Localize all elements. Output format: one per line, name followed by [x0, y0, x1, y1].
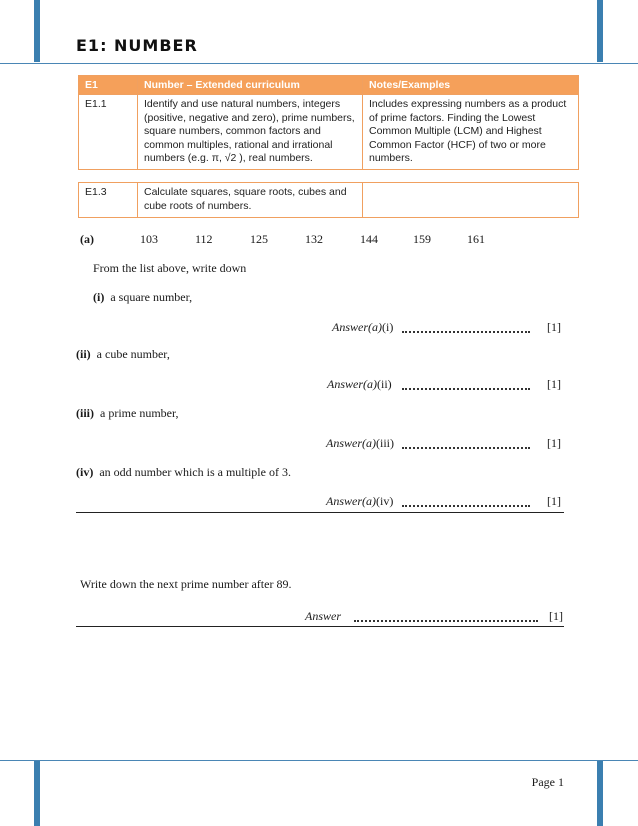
syllabus-row1-text: Identify and use natural numbers, integers (positive, negative and zero), prime numbers, square numbers, common factors and common multiples, rational and irrational numbers (e.g. π, √2 ), real numbers.: [138, 95, 363, 170]
number-161: 161: [467, 232, 485, 246]
syllabus-table-2: [78, 182, 579, 218]
syllabus-row2-notes: [363, 183, 579, 218]
page-number: Page 1: [531, 775, 564, 789]
part-iv-number: (iv): [76, 465, 94, 479]
part-iii-answer-line[interactable]: [402, 447, 530, 449]
part-ii-answer-word: Answer(a): [327, 377, 377, 391]
section-divider-a: [76, 512, 564, 513]
part-ii-answer-line[interactable]: [402, 388, 530, 390]
part-iii-text: a prime number,: [100, 406, 179, 420]
part-iv-answer-label: [326, 494, 393, 509]
part-ii-marks: [1]: [547, 377, 561, 391]
part-iii-answer-part: (iii): [376, 436, 394, 450]
section-divider-b: [76, 626, 564, 627]
question-b-answer-line[interactable]: [354, 620, 538, 622]
syllabus-row2-code: E1.3: [79, 183, 138, 218]
syllabus-header-notes: Notes/Examples: [363, 76, 579, 95]
part-ii-answer-label: [327, 377, 392, 392]
part-iv-answer-line[interactable]: [402, 505, 530, 507]
syllabus-header-topic: Number – Extended curriculum: [138, 76, 363, 95]
part-i-question: [93, 290, 192, 305]
syllabus-row1-notes: Includes expressing numbers as a product of prime factors. Finding the Lowest Common Multiple (LCM) and Highest Common Factor (HCF) of two or more numbers.: [363, 95, 579, 170]
syllabus-row1-code: E1.1: [79, 95, 138, 170]
part-iv-question: [76, 465, 291, 480]
syllabus-table: [78, 75, 579, 170]
number-125: 125: [250, 232, 268, 246]
part-i-text: a square number,: [110, 290, 193, 304]
number-159: 159: [413, 232, 431, 246]
number-132: 132: [305, 232, 323, 246]
part-ii-question: [76, 347, 170, 362]
question-a-label: (a): [80, 232, 94, 246]
right-bottom-bar: [597, 760, 603, 826]
question-b-answer-label: Answer: [305, 609, 341, 623]
part-i-answer-line[interactable]: [402, 331, 530, 333]
question-b-text: Write down the next prime number after 89.: [80, 577, 292, 591]
number-112: 112: [195, 232, 213, 246]
footer-rule: [0, 760, 638, 761]
syllabus-row2-text: Calculate squares, square roots, cubes and cube roots of numbers.: [138, 183, 363, 218]
part-i-number: (i): [93, 290, 105, 304]
part-iv-text: an odd number which is a multiple of 3.: [99, 465, 291, 479]
part-i-answer-label: [332, 320, 393, 335]
page-title: E1: NUMBER: [76, 36, 198, 55]
part-i-answer-part: (i): [382, 320, 394, 334]
part-ii-number: (ii): [76, 347, 91, 361]
part-iii-answer-word: Answer(a): [326, 436, 376, 450]
left-bottom-bar: [34, 760, 40, 826]
part-iii-question: [76, 406, 179, 421]
part-iv-answer-part: (iv): [376, 494, 394, 508]
syllabus-header-code: E1: [79, 76, 138, 95]
part-i-marks: [1]: [547, 320, 561, 334]
part-iii-number: (iii): [76, 406, 94, 420]
part-i-answer-word: Answer(a): [332, 320, 382, 334]
left-top-bar: [34, 0, 40, 62]
number-144: 144: [360, 232, 378, 246]
part-ii-answer-part: (ii): [377, 377, 392, 391]
part-iii-answer-label: [326, 436, 394, 451]
right-top-bar: [597, 0, 603, 62]
question-a-instruction: From the list above, write down: [93, 261, 247, 275]
part-ii-text: a cube number,: [96, 347, 170, 361]
part-iii-marks: [1]: [547, 436, 561, 450]
part-iv-answer-word: Answer(a): [326, 494, 376, 508]
number-103: 103: [140, 232, 158, 246]
question-b-marks: [1]: [549, 609, 563, 623]
header-rule: [0, 63, 638, 64]
part-iv-marks: [1]: [547, 494, 561, 508]
